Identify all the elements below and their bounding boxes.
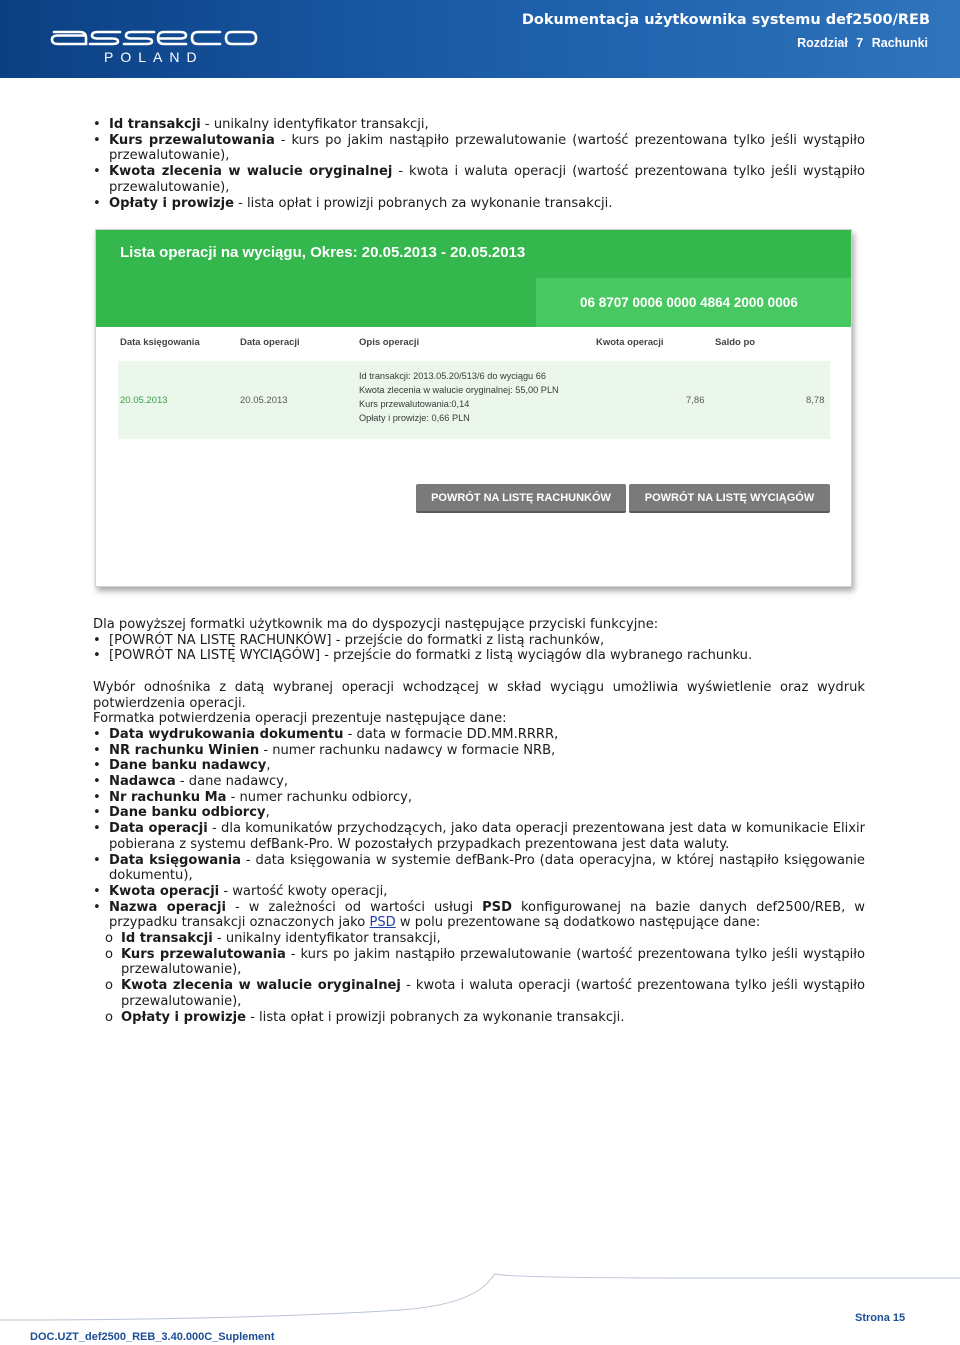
column-header: Kwota operacji [596,337,664,348]
asseco-logo [50,24,258,46]
column-header: Opis operacji [359,337,420,348]
list-item: • Dane banku odbiorcy, [93,805,865,821]
buttons-intro: Dla powyższej formatki użytkownik ma do dyspozycji następujące przyciski funkcyjne: [93,617,659,632]
top-bullet-list [93,117,865,211]
document-title: Dokumentacja użytkownika systemu def2500/REB [521,12,930,28]
list-item: • Opłaty i prowizje - lista opłat i prowizji pobranych za wykonanie transakcji. [93,196,865,212]
confirm-intro: Formatka potwierdzenia operacji prezentuje następujące dane: [93,711,507,727]
list-item: • Kurs przewalutowania - kurs po jakim nastąpiło przewalutowanie (wartość prezentowana tylko jeśli wystąpiło przewalutowanie), [93,133,865,164]
page-header [0,0,960,78]
list-item: • Dane banku nadawcy, [93,758,865,774]
operation-description [359,369,559,425]
page-number: Strona 15 [855,1312,906,1324]
buttons-section [93,617,865,1025]
account-number: 06 8707 0006 0000 4864 2000 0006 [536,278,851,327]
confirm-paragraph: Wybór odnośnika z datą wybranej operacji wchodzącej w skład wyciągu umożliwia wyświetlenie oraz wydruk potwierdzenia operacji. [93,679,865,711]
list-item: • Data wydrukowania dokumentu - data w formacie DD.MM.RRRR, [93,727,865,743]
list-item: o Kurs przewalutowania - kurs po jakim nastąpiło przewalutowanie (wartość prezentowana tylko jeśli wystąpiło przewalutowanie), [93,947,865,978]
logo-subtitle: POLAND [104,49,204,65]
list-item: • Kwota operacji - wartość kwoty operacji, [93,884,865,900]
column-header: Data księgowania [120,337,200,348]
list-item: • NR rachunku Winien - numer rachunku nadawcy w formacie NRB, [93,743,865,759]
statement-screenshot [95,229,852,587]
list-item: o Kwota zlecenia w walucie oryginalnej - kwota i waluta operacji (wartość prezentowana tylko jeśli wystąpiło przewalutowanie), [93,978,865,1009]
list-item: • Kwota zlecenia w walucie oryginalnej - kwota i waluta operacji (wartość prezentowana tylko jeśli wystąpiło przewalutowanie), [93,164,865,195]
psd-sublist [93,931,865,1025]
panel-title: Lista operacji na wyciągu, Okres: 20.05.2013 - 20.05.2013 [120,244,526,261]
document-code: DOC.UZT_def2500_REB_3.40.000C_Suplement [30,1331,275,1343]
buttons-list [93,633,865,664]
list-item: • Data księgowania - data księgowania w systemie defBank-Pro (data operacyjna, w której nastąpiło księgowanie dokumentu), [93,853,865,884]
list-item: o Id transakcji - unikalny identyfikator transakcji, [93,931,865,947]
list-item: o Opłaty i prowizje - lista opłat i prowizji pobranych za wykonanie transakcji. [93,1010,865,1026]
list-item: • Id transakcji - unikalny identyfikator transakcji, [93,117,865,133]
desc-line: Kurs przewalutowania:0,14 [359,399,470,409]
list-item: • Nr rachunku Ma - numer rachunku odbiorcy, [93,790,865,806]
list-item: • Nazwa operacji - w zależności od wartości usługi PSD konfigurowanej na bazie danych def2500/REB, w przypadku transakcji oznaczonych jako PSD w polu prezentowane są dodatkowo następujące dane: o Id transakcji - unikalny identyfikator transakcji, o Kurs przewalutowania - kurs po jakim nastąpiło przewalutowanie (wartość prezentowana tylko jeśli wystąpiło przewalutowanie), o Kwota zlecenia w walucie oryginalnej - kwota i waluta operacji (wartość prezentowana tylko jeśli wystąpiło przewalutowanie), o Opłaty i prowizje - lista opłat i prowizji pobranych za wykonanie transakcji. [93,900,865,1026]
operation-amount: 7,86 [686,395,705,406]
column-header: Data operacji [240,337,300,348]
confirm-data-list [93,727,865,1025]
balance-after: 8,78 [806,395,825,406]
column-header: Saldo po [715,337,756,348]
list-item: • Data operacji - dla komunikatów przychodzących, jako data operacji prezentowana jest data w komunikacie Elixir pobierana z systemu defBank-Pro. W pozostałych przypadkach prezentowana jest data waluty. [93,821,865,852]
panel-header [96,230,851,327]
desc-line: Opłaty i prowizje: 0,66 PLN [359,413,470,423]
chapter-label: Rozdział 7 Rachunki [797,36,928,50]
list-item: • [POWRÓT NA LISTĘ WYCIĄGÓW] - przejście do formatki z listą wyciągów dla wybranego rachunku. [93,648,865,664]
desc-line: Id transakcji: 2013.05.20/513/6 do wyciągu 66 [359,371,546,381]
psd-link[interactable]: PSD [369,915,396,931]
list-item: • Nadawca - dane nadawcy, [93,774,865,790]
operation-date: 20.05.2013 [240,395,288,406]
top-section [93,117,865,211]
posting-date-link[interactable]: 20.05.2013 [120,395,168,406]
desc-line: Kwota zlecenia w walucie oryginalnej: 55,00 PLN [359,385,559,395]
list-item: • [POWRÓT NA LISTĘ RACHUNKÓW] - przejście do formatki z listą rachunków, [93,633,865,649]
back-to-accounts-button[interactable]: POWRÓT NA LISTĘ RACHUNKÓW [416,484,626,513]
back-to-statements-button[interactable]: POWRÓT NA LISTĘ WYCIĄGÓW [629,484,830,513]
